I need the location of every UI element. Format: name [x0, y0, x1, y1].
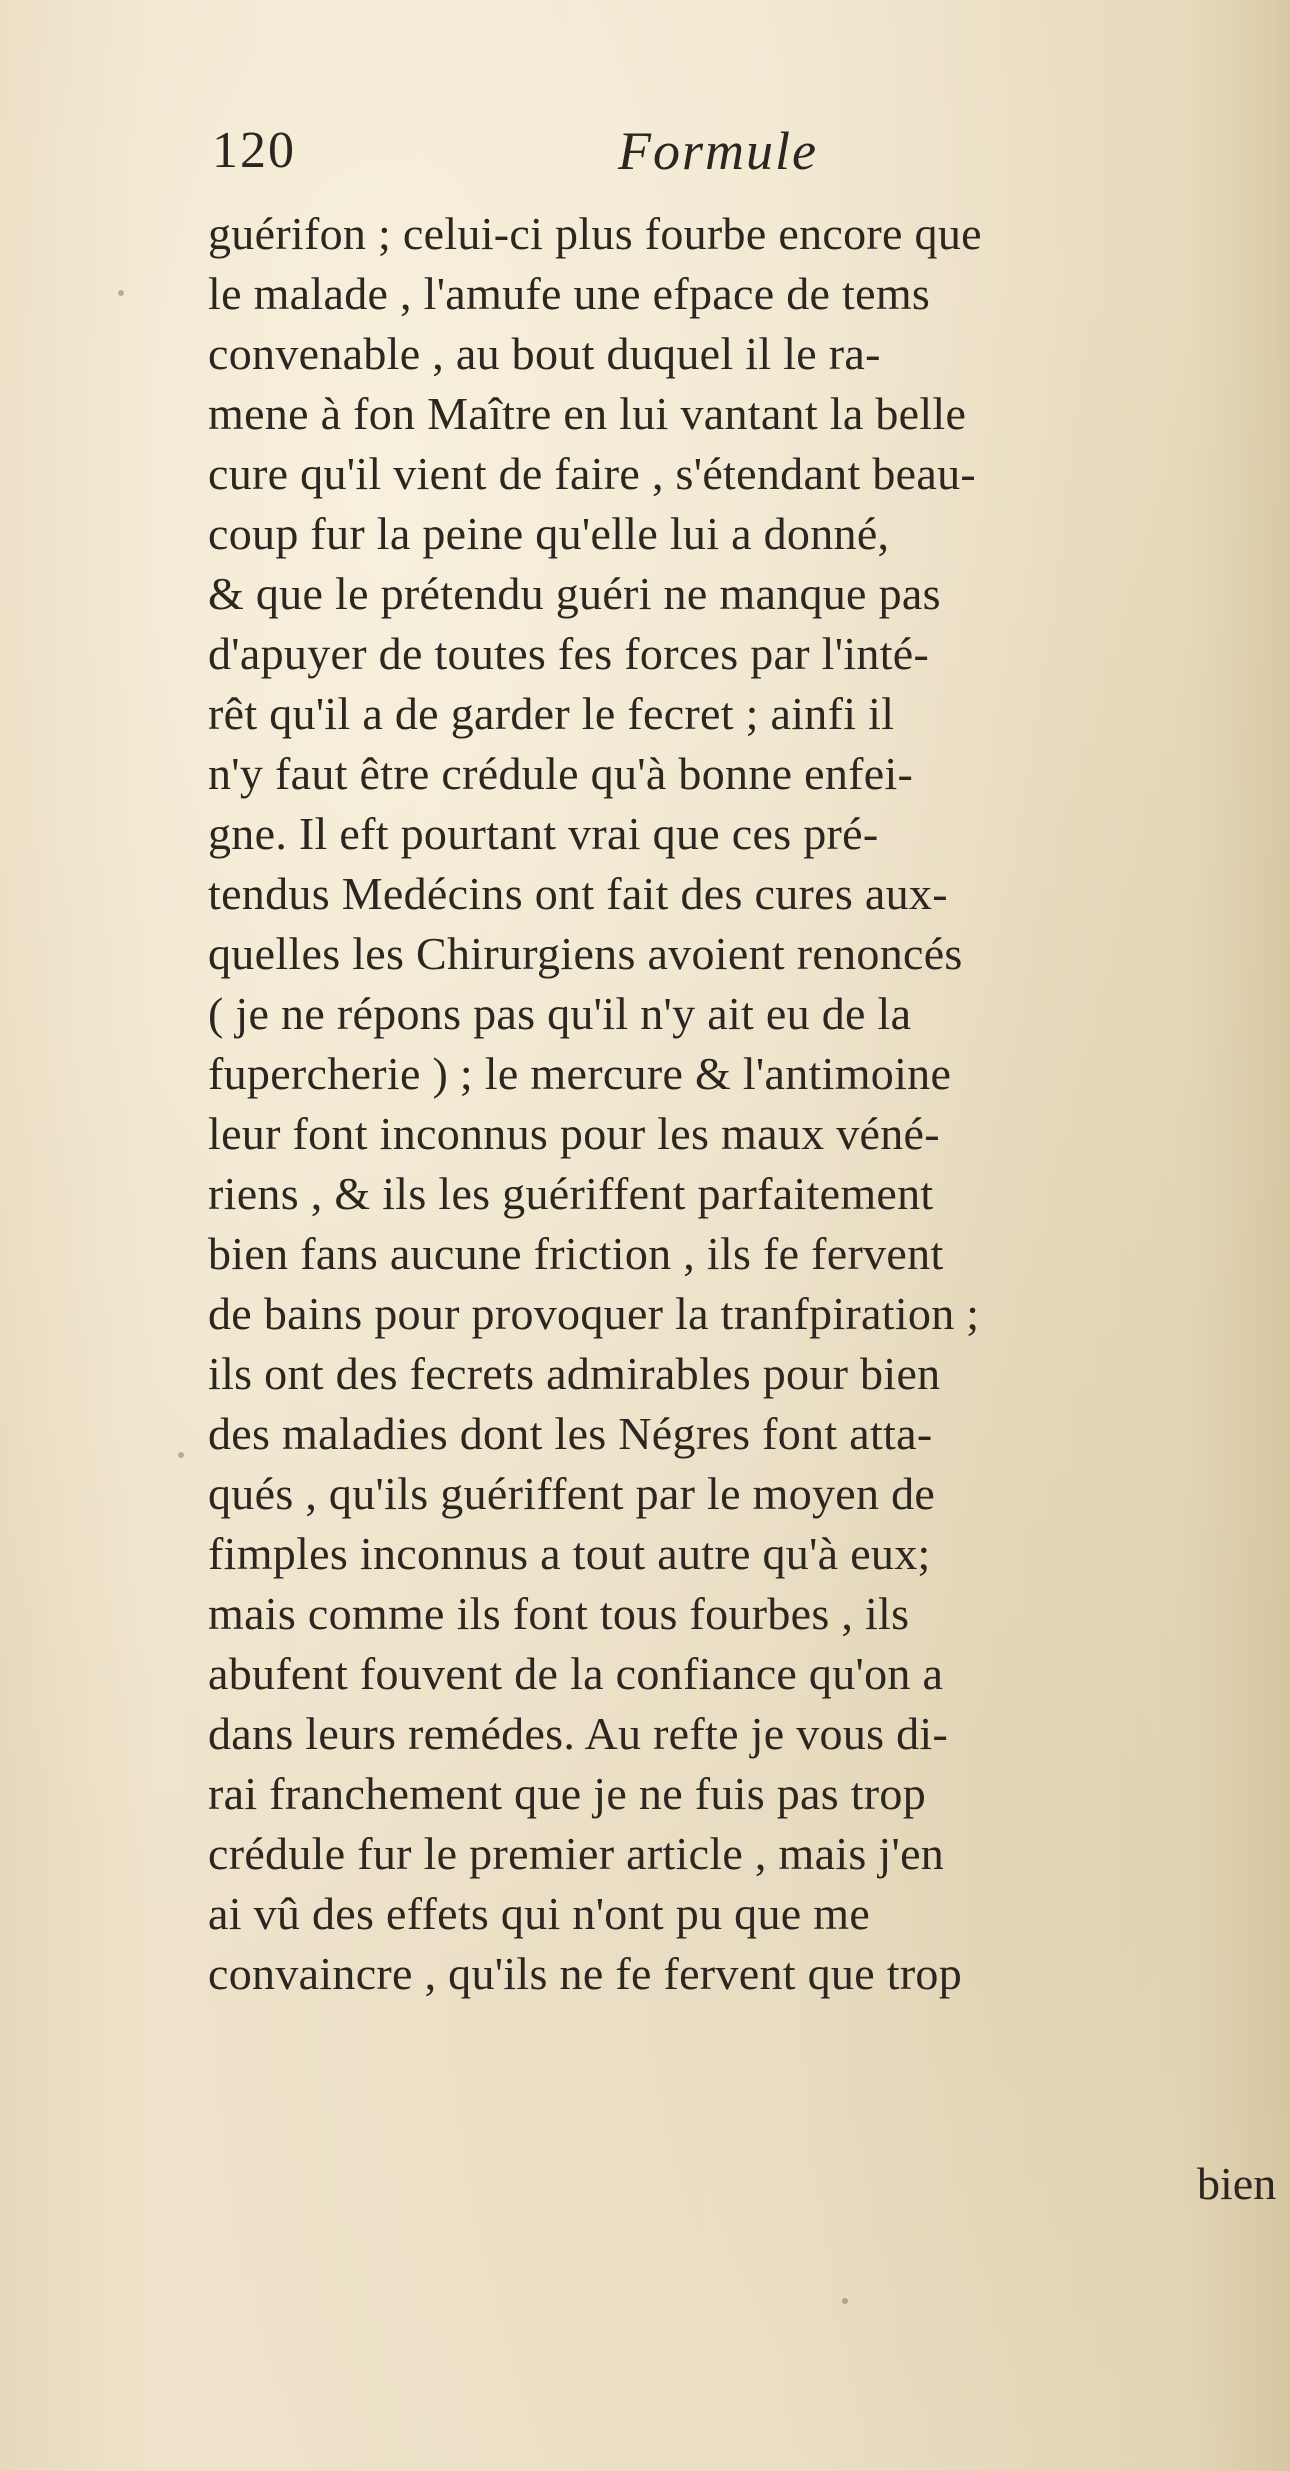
- text-line: leur font inconnus pour les maux véné-: [208, 1108, 940, 1159]
- text-line: crédule fur le premier article , mais j'en: [208, 1828, 945, 1879]
- text-line: quelles les Chirurgiens avoient renoncés: [208, 928, 963, 979]
- text-line: ( je ne répons pas qu'il n'y ait eu de la: [208, 988, 912, 1039]
- text-line: rai franchement que je ne fuis pas trop: [208, 1768, 927, 1819]
- page-number: 120: [212, 122, 296, 179]
- text-line: riens , & ils les guériffent parfaitement: [208, 1168, 934, 1219]
- text-line: qués , qu'ils guériffent par le moyen de: [208, 1468, 936, 1519]
- text-line: de bains pour provoquer la tranfpiration ;: [208, 1288, 980, 1339]
- catchword: bien: [1197, 2158, 1277, 2209]
- text-line: fupercherie ) ; le mercure & l'antimoine: [208, 1048, 952, 1099]
- paper-speck: [118, 290, 124, 296]
- text-line: coup fur la peine qu'elle lui a donné,: [208, 508, 890, 559]
- text-line: mais comme ils font tous fourbes , ils: [208, 1588, 910, 1639]
- text-line: fimples inconnus a tout autre qu'à eux;: [208, 1528, 931, 1579]
- text-line: convaincre , qu'ils ne fe fervent que trop: [208, 1948, 963, 1999]
- text-line: mene à fon Maître en lui vantant la belle: [208, 388, 967, 439]
- text-line: guérifon ; celui-ci plus fourbe encore que: [208, 208, 982, 259]
- text-line: bien fans aucune friction , ils fe fervent: [208, 1228, 944, 1279]
- text-line: dans leurs remédes. Au refte je vous di-: [208, 1708, 949, 1759]
- page-header: [212, 116, 1212, 186]
- text-line: des maladies dont les Négres font atta-: [208, 1408, 933, 1459]
- text-line: n'y faut être crédule qu'à bonne enfei-: [208, 748, 914, 799]
- text-line: d'apuyer de toutes fes forces par l'inté-: [208, 628, 930, 679]
- text-line: cure qu'il vient de faire , s'étendant beau-: [208, 448, 976, 499]
- text-line: le malade , l'amufe une efpace de tems: [208, 268, 931, 319]
- text-line: abufent fouvent de la confiance qu'on a: [208, 1648, 944, 1699]
- text-line: rêt qu'il a de garder le fecret ; ainfi il: [208, 688, 895, 739]
- text-line: & que le prétendu guéri ne manque pas: [208, 568, 941, 619]
- running-title: Formule: [618, 121, 818, 181]
- text-line: ils ont des fecrets admirables pour bien: [208, 1348, 941, 1399]
- text-line: ai vû des effets qui n'ont pu que me: [208, 1888, 871, 1939]
- text-line: tendus Medécins ont fait des cures aux-: [208, 868, 948, 919]
- body-text: [208, 204, 1288, 2004]
- paper-speck: [178, 1452, 184, 1458]
- text-line: convenable , au bout duquel il le ra-: [208, 328, 881, 379]
- paper-speck: [842, 2298, 848, 2304]
- text-line: gne. Il eft pourtant vrai que ces pré-: [208, 808, 879, 859]
